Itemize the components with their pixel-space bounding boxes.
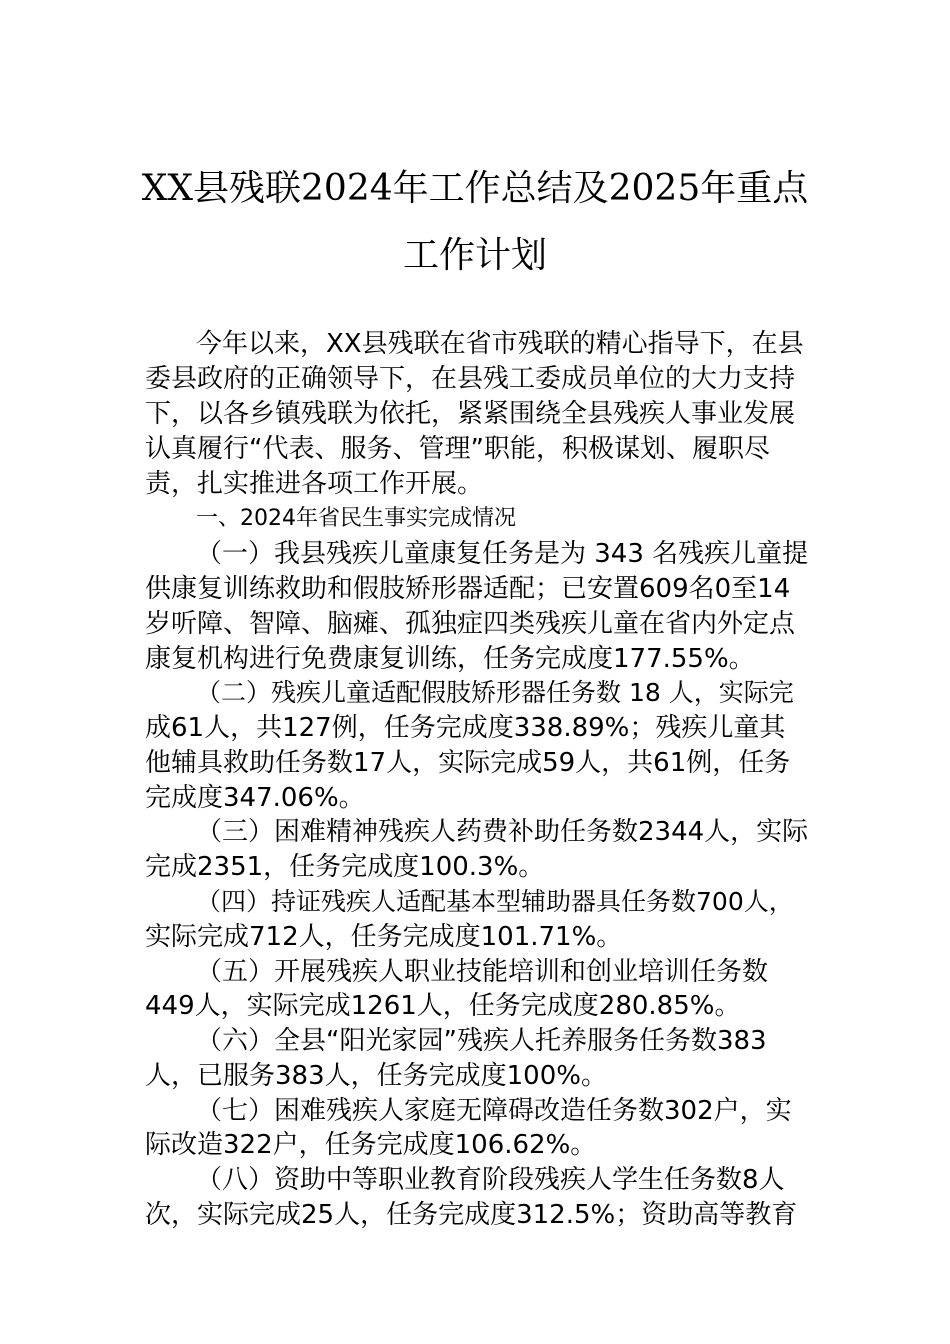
text-line: 际改造322户，任务完成度106.62%。 xyxy=(145,1130,597,1160)
text-line: 449人，实际完成1261人，任务完成度280.85%。 xyxy=(145,991,741,1021)
text-line: （五）开展残疾人职业技能培训和创业培训任务数 xyxy=(196,957,769,987)
text-line: （四）持证残疾人适配基本型辅助器具任务数700人， xyxy=(196,887,794,916)
text-line: 责，扎实推进各项工作开展。 xyxy=(145,469,484,499)
text-line: 实际完成712人，任务完成度101.71%。 xyxy=(145,922,623,952)
text-line: 认真履行“代表、服务、管理”职能，积极谋划、履职尽 xyxy=(145,434,770,464)
text-line: 岁听障、智障、脑瘫、孤独症四类残疾儿童在省内外定点 xyxy=(145,609,796,639)
text-line: （三）困难精神残疾人药费补助任务数2344人，实际 xyxy=(196,817,809,847)
text-line: 次，实际完成25人，任务完成度312.5%；资助高等教育 xyxy=(145,1200,798,1230)
text-line: 康复机构进行免费康复训练，任务完成度177.55%。 xyxy=(145,644,755,674)
text-line: （二）残疾儿童适配假肢矫形器任务数 18 人，实际完 xyxy=(196,678,794,707)
text-line: （六）全县“阳光家园”残疾人托养服务任务数383 xyxy=(196,1026,767,1056)
text-line: 委县政府的正确领导下，在县残工委成员单位的大力支持 xyxy=(145,364,796,394)
text-line: （八）资助中等职业教育阶段残疾人学生任务数8人 xyxy=(196,1165,785,1195)
text-line: 人，已服务383人，任务完成度100%。 xyxy=(145,1061,607,1091)
text-line: 下，以各乡镇残联为依托，紧紧围绕全县残疾人事业发展 xyxy=(145,399,796,429)
document-title-line-1: XX县残联2024年工作总结及2025年重点 xyxy=(141,168,809,209)
text-line: 供康复训练救助和假肢矫形器适配；已安置609名0至14 xyxy=(145,574,791,604)
text-line: （一）我县残疾儿童康复任务是为 343 名残疾儿童提 xyxy=(196,539,809,569)
text-line: 成61人，共127例，任务完成度338.89%；残疾儿童其 xyxy=(145,713,786,743)
text-line: （七）困难残疾人家庭无障碍改造任务数302户，实 xyxy=(196,1096,792,1126)
text-line: 完成2351，任务完成度100.3%。 xyxy=(145,852,545,882)
text-line: 他辅具救助任务数17人，实际完成59人，共61例，任务 xyxy=(145,748,791,778)
text-line: 完成度347.06%。 xyxy=(145,783,365,813)
section-heading: 一、2024年省民生事实完成情况 xyxy=(196,506,516,531)
document-title-line-2: 工作计划 xyxy=(402,235,547,276)
text-line: 今年以来，XX县残联在省市残联的精心指导下，在县 xyxy=(196,329,804,359)
